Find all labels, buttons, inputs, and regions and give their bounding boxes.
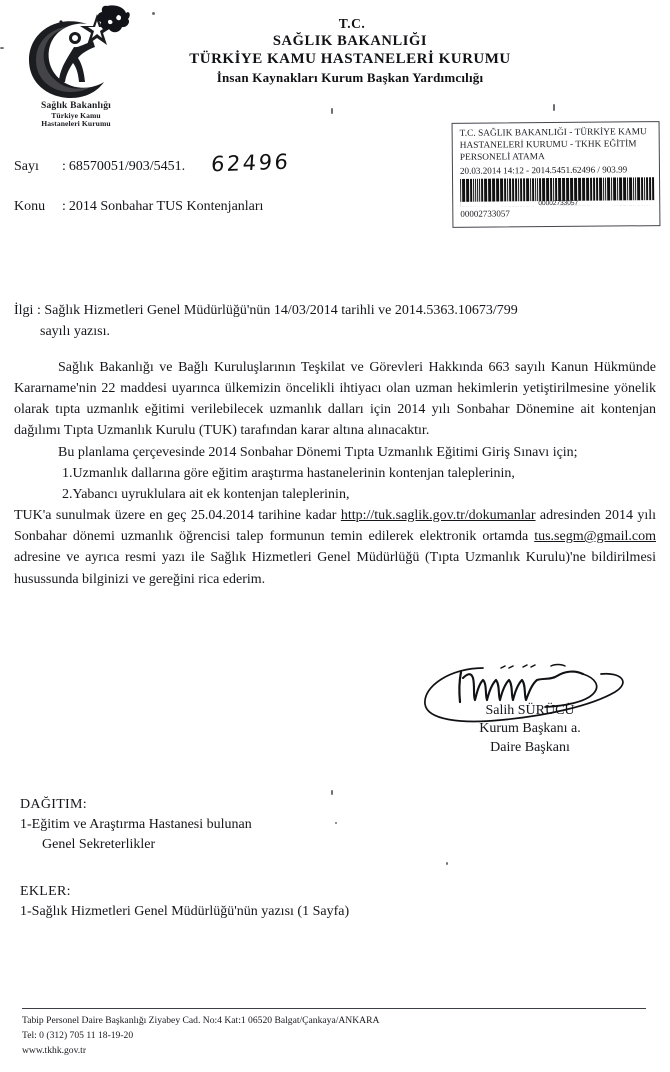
document-footer (22, 1008, 646, 1059)
org-title-line3: İnsan Kaynakları Kurum Başkan Yardımcılığı (216, 70, 484, 85)
tuk-documents-link[interactable]: http://tuk.saglik.gov.tr/dokumanlar (340, 507, 536, 523)
sayi-value: 68570051/903/5451. (68, 159, 186, 174)
paragraph3-part-b: adresinden 2014 yılı Sonbahar dönemi uzmanlık öğrencisi talep formunun temin edilerek elektronik ortamda (14, 507, 657, 545)
org-title-line2: TÜRKİYE KAMU HASTANELERİ KURUMU (189, 51, 511, 67)
tus-segm-email-link[interactable]: tus.segm@gmail.com (534, 529, 656, 545)
footer-address: Tabip Personel Daire Başkanlığı Ziyabey Cad. No:4 Kat:1 06520 Balgat/Çankaya/ANKARA (22, 1015, 380, 1026)
paragraph3-part-a: TUK'a sunulmak üzere en geç 25.04.2014 tarihine kadar (14, 507, 341, 523)
handwritten-signature-icon (405, 662, 655, 708)
body-paragraph-3 (14, 505, 656, 590)
distribution-item-1-cont: Genel Sekreterlikler (42, 836, 156, 852)
distribution-item-1: 1-Eğitim ve Araştırma Hastanesi bulunan (20, 816, 252, 832)
stamp-barcode-number: 00002733057 (460, 208, 510, 220)
letter-metadata (14, 149, 434, 215)
scan-speck (553, 104, 555, 111)
letter-body (14, 300, 656, 590)
footer-divider (22, 1008, 646, 1009)
stamp-line-2: HASTANELERİ KURUMU - TKHK EĞİTİM (459, 139, 637, 151)
ilgi-reference (14, 300, 656, 343)
footer-phone: Tel: 0 (312) 705 11 18-19-20 (22, 1029, 134, 1041)
scan-speck (331, 108, 333, 114)
ilgi-line1: İlgi : Sağlık Hizmetleri Genel Müdürlüğü'nün 14/03/2014 tarihli ve 2014.5363.10673/799 (14, 303, 518, 318)
list-item-2: 2.Yabancı uyruklulara ait ek kontenjan taleplerinin, (62, 486, 350, 502)
footer-website: www.tkhk.gov.tr (22, 1044, 87, 1056)
org-title-tc: T.C. (338, 16, 366, 31)
ilgi-line2: sayılı yazısı. (40, 324, 110, 340)
konu-value: 2014 Sonbahar TUS Kontenjanları (68, 199, 264, 215)
paragraph3-part-c: adresine ve ayrıca resmi yazı ile Sağlık Hizmetleri Genel Müdürlüğü (Tıpta Uzmanlık Kurulu)'ne bildirilmesi husussunda bilginizi ve gereğini rica ederim. (14, 550, 656, 587)
konu-label: Konu (14, 199, 46, 215)
distribution-heading: DAĞITIM: (20, 797, 87, 812)
barcode-icon (460, 178, 656, 208)
stamp-line-1: T.C. SAĞLIK BAKANLIĞI - TÜRKİYE KAMU (459, 127, 647, 139)
barcode-caption: 00002733057 (460, 200, 656, 207)
attachments-block (20, 882, 349, 922)
logo-caption (6, 101, 146, 129)
org-title-line1: SAĞLIK BAKANLIĞI (272, 33, 428, 49)
registration-stamp-box (452, 121, 661, 228)
signatory-name: Salih SÜRÜCÜ (485, 703, 575, 718)
scan-speck (331, 790, 333, 795)
sayi-handwritten-number: 62496 (210, 149, 292, 177)
konu-separator: : (62, 199, 66, 215)
document-header (0, 0, 670, 129)
konu-row (14, 199, 434, 214)
stamp-line-3: PERSONELİ ATAMA (459, 151, 545, 163)
scan-speck (446, 862, 448, 865)
scan-speck (152, 12, 155, 15)
ministry-logo (6, 4, 146, 129)
signature-block (400, 662, 660, 757)
body-paragraph-1: Sağlık Bakanlığı ve Bağlı Kuruluşlarının Teşkilat ve Görevleri Hakkında 663 sayılı Kanun Hükmünde Kararname'nin 22 maddesi uyarınca ülkemizin öncelikli ihtiyacı olan uzman hekimlerin yetiştirilmesine yönelik olarak tıpta uzmanlık eğitimi verilebilecek uzmanlık dalları için 2014 yılı Sonbahar Dönemine ait kontenjan dağılımı Tıpta Uzmanlık Kurulu (TUK) tarafından karar altına alınacaktır. (14, 359, 656, 439)
ministry-emblem-icon (21, 4, 131, 100)
signatory-role-line2: Daire Başkanı (490, 739, 570, 755)
sayi-row (14, 149, 434, 177)
attachments-heading: EKLER: (20, 884, 71, 899)
body-paragraph-2: Bu planlama çerçevesinde 2014 Sonbahar Dönemi Tıpta Uzmanlık Eğitimi Giriş Sınavı için; (58, 444, 578, 460)
organization-title (150, 16, 550, 86)
scan-speck (335, 822, 337, 824)
list-item-1: 1.Uzmanlık dallarına göre eğitim araştırma hastanelerinin kontenjan taleplerinin, (62, 465, 515, 481)
sayi-separator: : (62, 159, 66, 174)
signatory-role-line1: Kurum Başkanı a. (479, 721, 581, 737)
distribution-block (20, 795, 252, 855)
logo-caption-line2: Türkiye Kamu (51, 110, 101, 120)
scan-speck (0, 47, 4, 49)
logo-caption-line3: Hastaneleri Kurumu (41, 119, 111, 129)
logo-caption-line1: Sağlık Bakanlığı (41, 101, 111, 111)
attachments-item-1: 1-Sağlık Hizmetleri Genel Müdürlüğü'nün yazısı (1 Sayfa) (20, 903, 350, 919)
stamp-datetime-reference: 20.03.2014 14:12 - 2014.5451.62496 / 903.99 (459, 164, 628, 176)
sayi-label: Sayı (14, 159, 39, 174)
